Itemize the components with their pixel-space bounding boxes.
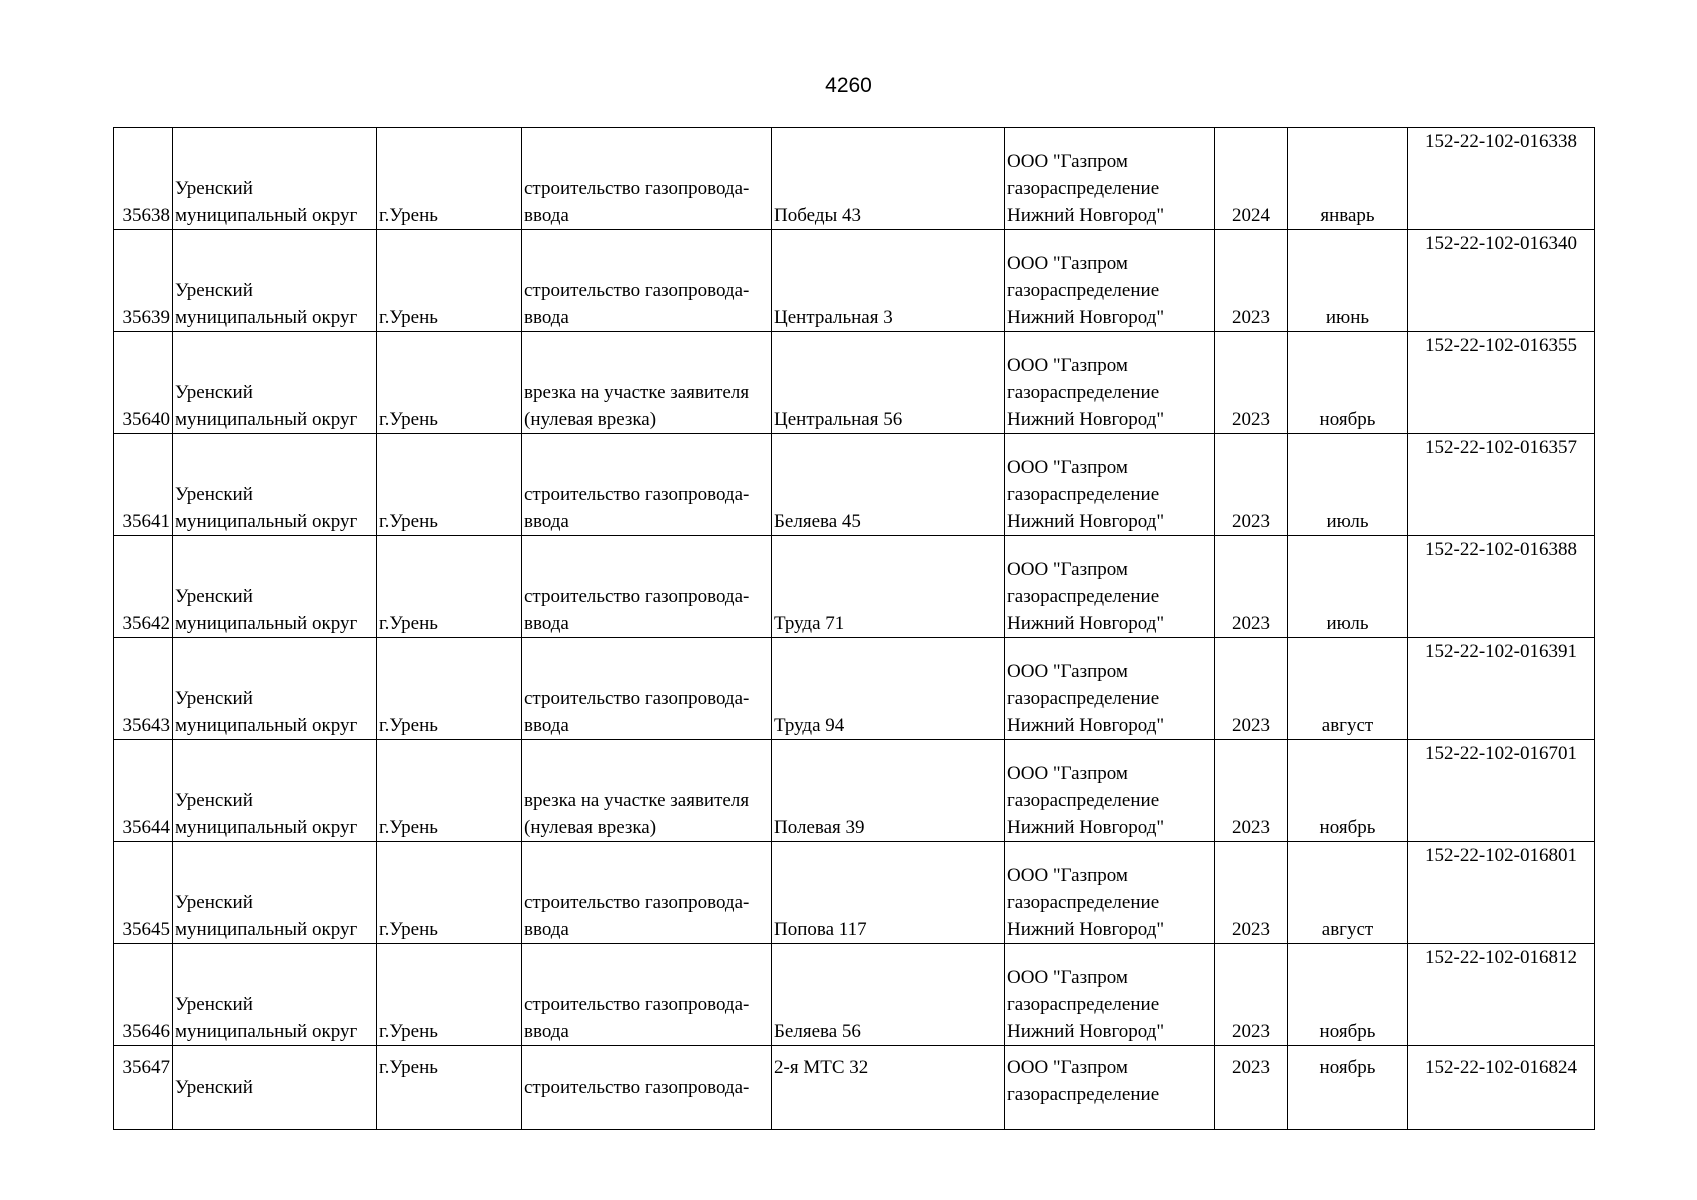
table-row bbox=[114, 230, 1595, 332]
work-type: строительство газопровода- ввода bbox=[522, 434, 772, 536]
city: г.Урень bbox=[377, 740, 522, 842]
table-row bbox=[114, 638, 1595, 740]
work-type: строительство газопровода- ввода bbox=[522, 230, 772, 332]
work-type: врезка на участке заявителя (нулевая врезка) bbox=[522, 332, 772, 434]
municipality: Уренский муниципальный округ bbox=[173, 332, 377, 434]
work-type: строительство газопровода- bbox=[522, 1046, 772, 1130]
organization: ООО "Газпром газораспределение bbox=[1005, 1046, 1215, 1130]
work-type: врезка на участке заявителя (нулевая врезка) bbox=[522, 740, 772, 842]
address: Попова 117 bbox=[772, 842, 1005, 944]
city: г.Урень bbox=[377, 842, 522, 944]
work-type: строительство газопровода- ввода bbox=[522, 842, 772, 944]
organization: ООО "Газпром газораспределение Нижний Новгород" bbox=[1005, 740, 1215, 842]
organization: ООО "Газпром газораспределение Нижний Новгород" bbox=[1005, 944, 1215, 1046]
address: Центральная 56 bbox=[772, 332, 1005, 434]
row-number: 35642 bbox=[114, 536, 173, 638]
municipality: Уренский муниципальный округ bbox=[173, 740, 377, 842]
organization: ООО "Газпром газораспределение Нижний Новгород" bbox=[1005, 128, 1215, 230]
application-code: 152-22-102-016812 bbox=[1408, 944, 1595, 1046]
month: август bbox=[1288, 842, 1408, 944]
row-number: 35638 bbox=[114, 128, 173, 230]
municipality: Уренский муниципальный округ bbox=[173, 638, 377, 740]
organization: ООО "Газпром газораспределение Нижний Новгород" bbox=[1005, 638, 1215, 740]
organization: ООО "Газпром газораспределение Нижний Новгород" bbox=[1005, 434, 1215, 536]
row-number: 35644 bbox=[114, 740, 173, 842]
city: г.Урень bbox=[377, 638, 522, 740]
application-code: 152-22-102-016388 bbox=[1408, 536, 1595, 638]
city: г.Урень bbox=[377, 128, 522, 230]
organization: ООО "Газпром газораспределение Нижний Новгород" bbox=[1005, 842, 1215, 944]
municipality: Уренский муниципальный округ bbox=[173, 536, 377, 638]
month: ноябрь bbox=[1288, 1046, 1408, 1130]
organization: ООО "Газпром газораспределение Нижний Новгород" bbox=[1005, 536, 1215, 638]
year: 2023 bbox=[1215, 1046, 1288, 1130]
address: Труда 94 bbox=[772, 638, 1005, 740]
address: Труда 71 bbox=[772, 536, 1005, 638]
year: 2024 bbox=[1215, 128, 1288, 230]
month: июль bbox=[1288, 536, 1408, 638]
municipality: Уренский муниципальный округ bbox=[173, 944, 377, 1046]
year: 2023 bbox=[1215, 842, 1288, 944]
month: июль bbox=[1288, 434, 1408, 536]
table-row bbox=[114, 536, 1595, 638]
work-type: строительство газопровода- ввода bbox=[522, 944, 772, 1046]
address: Беляева 45 bbox=[772, 434, 1005, 536]
row-number: 35646 bbox=[114, 944, 173, 1046]
row-number: 35640 bbox=[114, 332, 173, 434]
application-code: 152-22-102-016801 bbox=[1408, 842, 1595, 944]
year: 2023 bbox=[1215, 230, 1288, 332]
month: ноябрь bbox=[1288, 944, 1408, 1046]
year: 2023 bbox=[1215, 536, 1288, 638]
page-number: 4260 bbox=[825, 74, 872, 97]
table-row bbox=[114, 434, 1595, 536]
month: август bbox=[1288, 638, 1408, 740]
month: ноябрь bbox=[1288, 332, 1408, 434]
row-number: 35643 bbox=[114, 638, 173, 740]
month: июнь bbox=[1288, 230, 1408, 332]
address: 2-я МТС 32 bbox=[772, 1046, 1005, 1130]
city: г.Урень bbox=[377, 536, 522, 638]
row-number: 35647 bbox=[114, 1046, 173, 1130]
application-code: 152-22-102-016355 bbox=[1408, 332, 1595, 434]
address: Победы 43 bbox=[772, 128, 1005, 230]
address: Центральная 3 bbox=[772, 230, 1005, 332]
table-row bbox=[114, 740, 1595, 842]
year: 2023 bbox=[1215, 638, 1288, 740]
application-code: 152-22-102-016824 bbox=[1408, 1046, 1595, 1130]
year: 2023 bbox=[1215, 740, 1288, 842]
work-type: строительство газопровода- ввода bbox=[522, 638, 772, 740]
month: январь bbox=[1288, 128, 1408, 230]
municipality: Уренский муниципальный округ bbox=[173, 128, 377, 230]
municipality: Уренский муниципальный округ bbox=[173, 230, 377, 332]
address: Беляева 56 bbox=[772, 944, 1005, 1046]
table-row bbox=[114, 332, 1595, 434]
year: 2023 bbox=[1215, 944, 1288, 1046]
city: г.Урень bbox=[377, 944, 522, 1046]
municipality: Уренский bbox=[173, 1046, 377, 1130]
city: г.Урень bbox=[377, 1046, 522, 1130]
work-type: строительство газопровода- ввода bbox=[522, 536, 772, 638]
application-code: 152-22-102-016357 bbox=[1408, 434, 1595, 536]
month: ноябрь bbox=[1288, 740, 1408, 842]
table-row bbox=[114, 944, 1595, 1046]
city: г.Урень bbox=[377, 332, 522, 434]
municipality: Уренский муниципальный округ bbox=[173, 842, 377, 944]
address: Полевая 39 bbox=[772, 740, 1005, 842]
table-row bbox=[114, 842, 1595, 944]
table-row bbox=[114, 1046, 1595, 1130]
organization: ООО "Газпром газораспределение Нижний Новгород" bbox=[1005, 332, 1215, 434]
city: г.Урень bbox=[377, 230, 522, 332]
row-number: 35645 bbox=[114, 842, 173, 944]
application-code: 152-22-102-016701 bbox=[1408, 740, 1595, 842]
row-number: 35639 bbox=[114, 230, 173, 332]
work-type: строительство газопровода- ввода bbox=[522, 128, 772, 230]
application-code: 152-22-102-016340 bbox=[1408, 230, 1595, 332]
table-row bbox=[114, 128, 1595, 230]
application-code: 152-22-102-016391 bbox=[1408, 638, 1595, 740]
city: г.Урень bbox=[377, 434, 522, 536]
year: 2023 bbox=[1215, 434, 1288, 536]
row-number: 35641 bbox=[114, 434, 173, 536]
application-code: 152-22-102-016338 bbox=[1408, 128, 1595, 230]
year: 2023 bbox=[1215, 332, 1288, 434]
municipality: Уренский муниципальный округ bbox=[173, 434, 377, 536]
registry-table bbox=[113, 127, 1595, 1130]
organization: ООО "Газпром газораспределение Нижний Новгород" bbox=[1005, 230, 1215, 332]
